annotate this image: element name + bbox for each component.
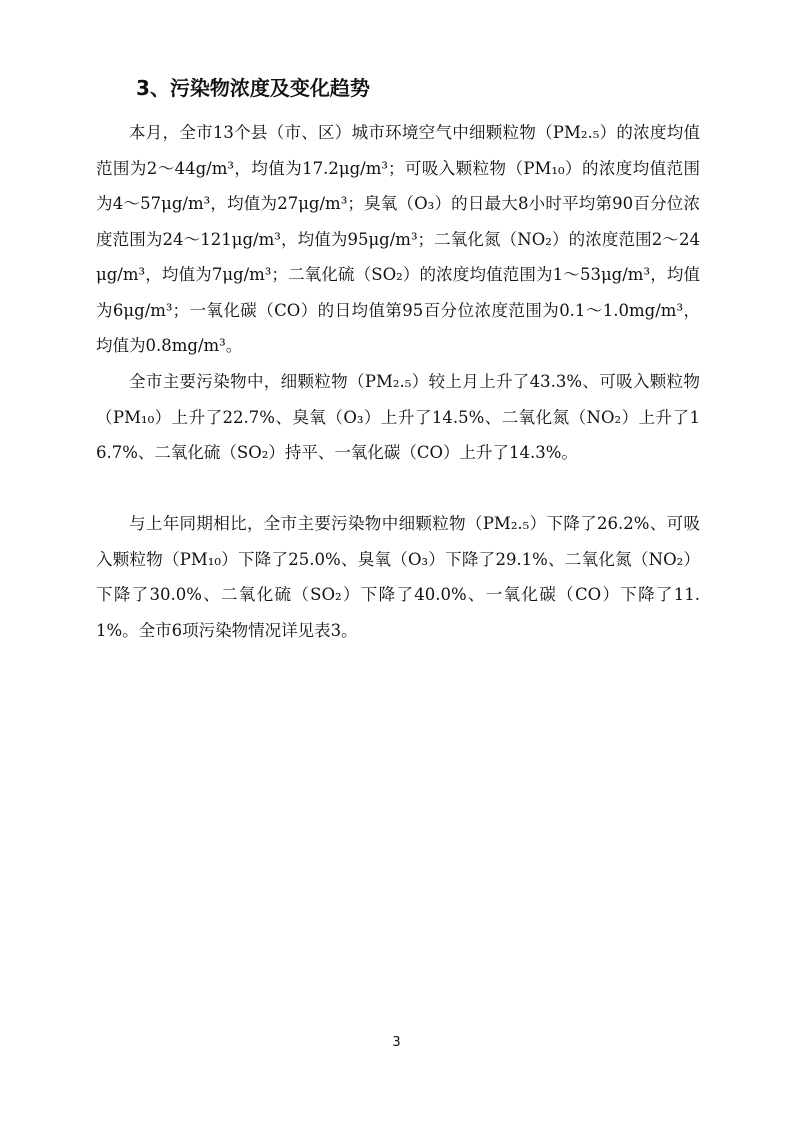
paragraph-month-on-month-change: 全市主要污染物中，细颗粒物（PM₂.₅）较上月上升了43.3%、可吸入颗粒物（PM₁₀）上升了22.7%、臭氧（O₃）上升了14.5%、二氧化氮（NO₂）上升了16.7%、二氧化硫（SO₂）持平、一氧化碳（CO）上升了14.3%。 xyxy=(96,372,700,462)
paragraph-concentration-ranges: 本月，全市13个县（市、区）城市环境空气中细颗粒物（PM₂.₅）的浓度均值范围为2～44g/m³，均值为17.2μg/m³；可吸入颗粒物（PM₁₀）的浓度均值范围为4～57μg/m³，均值为27μg/m³；臭氧（O₃）的日最大8小时平均第90百分位浓度范围为24～121μg/m³，均值为95μg/m³；二氧化氮（NO₂）的浓度范围2～24μg/m³，均值为7μg/m³；二氧化硫（SO₂）的浓度均值范围为1～53μg/m³，均值为6μg/m³；一氧化碳（CO）的日均值第95百分位浓度范围为0.1～1.0mg/m³，均值为0.8mg/m³。 xyxy=(96,123,700,355)
page-number: 3 xyxy=(392,1035,401,1050)
section-heading: 3、污染物浓度及变化趋势 xyxy=(136,76,370,100)
paragraph-year-on-year-change: 与上年同期相比，全市主要污染物中细颗粒物（PM₂.₅）下降了26.2%、可吸入颗粒物（PM₁₀）下降了25.0%、臭氧（O₃）下降了29.1%、二氧化氮（NO₂）下降了30.0%、二氧化硫（SO₂）下降了40.0%、一氧化碳（CO）下降了11.1%。全市6项污染物情况详见表3。 xyxy=(96,514,700,640)
